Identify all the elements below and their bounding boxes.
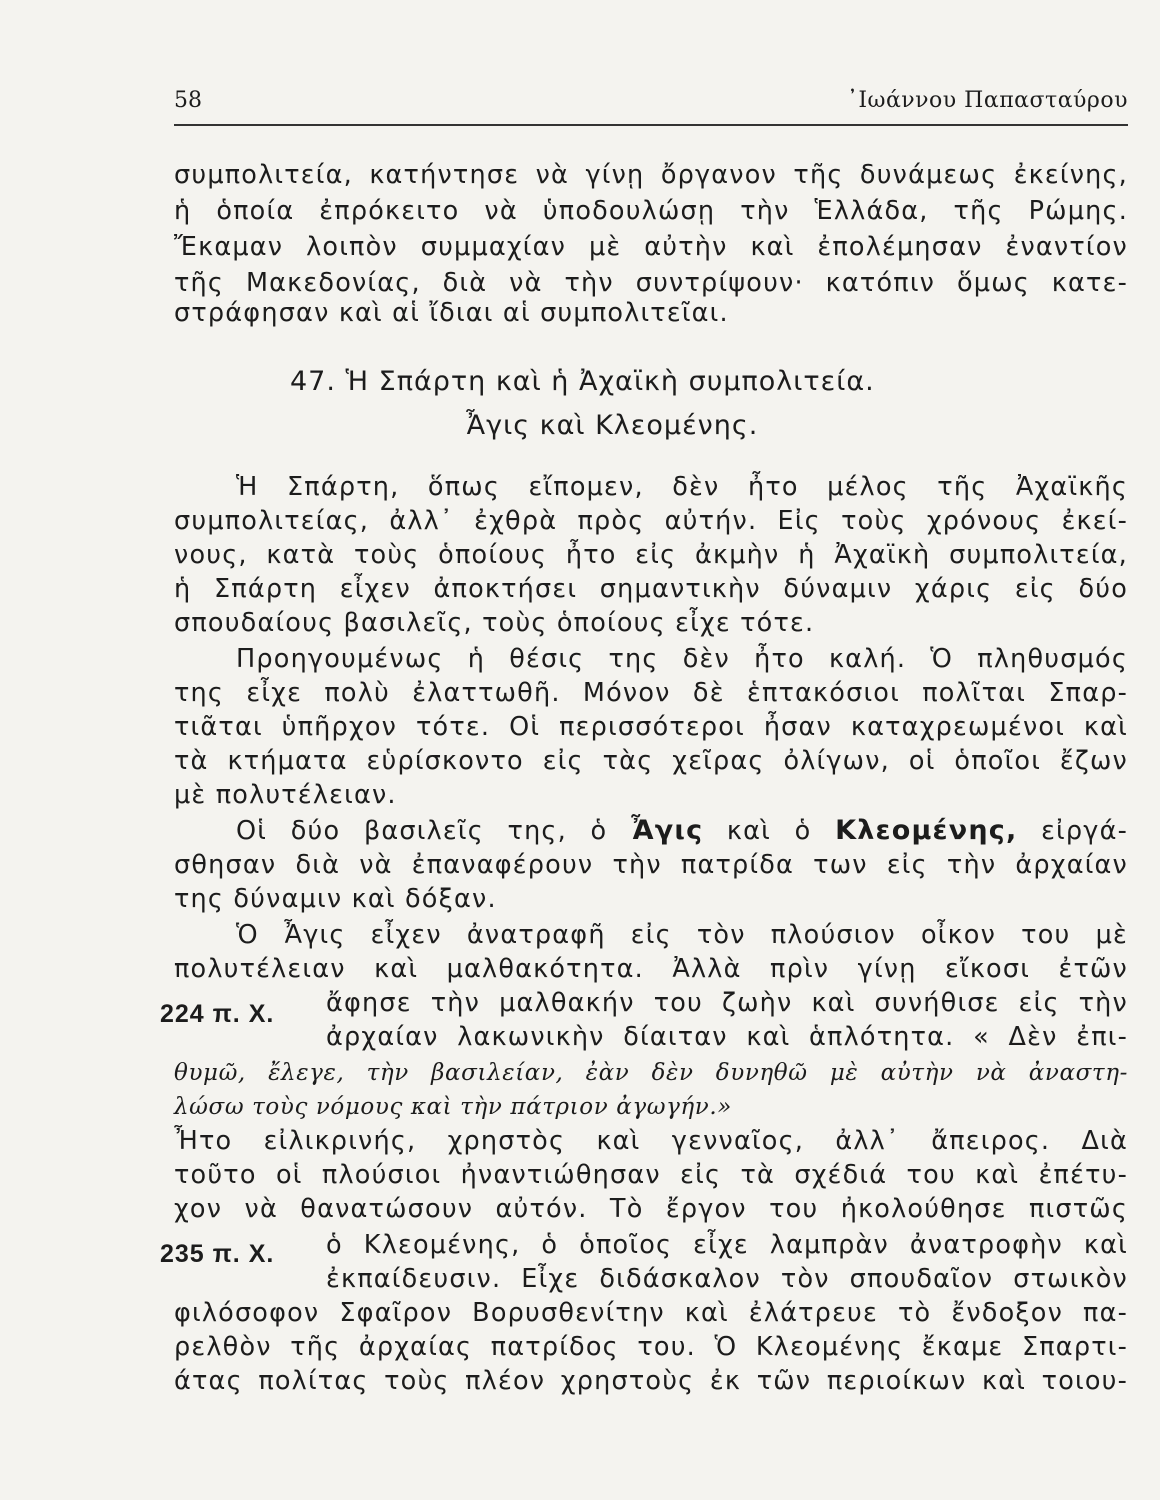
text-line: Ἔκαμαν λοιπὸν συμμαχίαν μὲ αὐτὴν καὶ ἐπολέμησαν ἐναντίον	[174, 232, 1128, 262]
text-line: ἡ Σπάρτη εἶχεν ἀποκτήσει σημαντικὴν δύναμιν χάρις εἰς δύο	[174, 574, 1128, 604]
page-number: 58	[174, 88, 202, 113]
running-head: ᾿Ιωάννου Παπασταύρου	[846, 88, 1128, 113]
section-title: 47. Ἡ Σπάρτη καὶ ἡ Ἀχαϊκὴ συμπολιτεία.	[290, 366, 875, 397]
text-line: ἀρχαίαν λακωνικὴν δίαιταν καὶ ἁπλότητα. « Δὲν ἐπι-	[326, 1022, 1128, 1052]
text-line: ἄφησε τὴν μαλθακήν του ζωὴν καὶ συνήθισε εἰς τὴν	[326, 988, 1128, 1018]
text-line: ὁ Κλεομένης, ὁ ὁποῖος εἶχε λαμπρὰν ἀνατροφὴν καὶ	[326, 1230, 1128, 1260]
text-line: τιᾶται ὑπῆρχον τότε. Οἱ περισσότεροι ἦσαν καταχρεωμένοι καὶ	[174, 712, 1128, 742]
text-line: στράφησαν καὶ αἱ ἴδιαι αἱ συμπολιτεῖαι.	[174, 298, 729, 328]
header-rule	[174, 124, 1128, 126]
text-line: συμπολιτείας, ἀλλ᾿ ἐχθρὰ πρὸς αὐτήν. Εἰς τοὺς χρόνους ἐκεί-	[174, 506, 1128, 536]
text-line: πολυτέλειαν καὶ μαλθακότητα. Ἀλλὰ πρὶν γίνῃ εἴκοσι ἐτῶν	[174, 954, 1128, 984]
text-line: τοῦτο οἱ πλούσιοι ἠναντιώθησαν εἰς τὰ σχέδιά του καὶ ἐπέτυ-	[174, 1160, 1128, 1190]
text-line: ρελθὸν τῆς ἀρχαίας πατρίδος του. Ὁ Κλεομένης ἔκαμε Σπαρτι-	[174, 1332, 1128, 1362]
margin-date: 235 π. Χ.	[160, 1240, 275, 1268]
text-line: τὰ κτήματα εὑρίσκοντο εἰς τὰς χεῖρας ὀλίγων, οἱ ὁποῖοι ἔζων	[174, 746, 1128, 776]
text-line: της δύναμιν καὶ δόξαν.	[174, 884, 497, 914]
margin-date: 224 π. Χ.	[160, 1000, 275, 1028]
text-line: Ἡ Σπάρτη, ὅπως εἴπομεν, δὲν ἦτο μέλος τῆς Ἀχαϊκῆς	[236, 472, 1128, 502]
text-line-with-names: Οἱ δύο βασιλεῖς της, ὁ Ἆγις καὶ ὁ Κλεομένης, εἰργά-	[236, 815, 1128, 846]
text-line: τῆς Μακεδονίας, διὰ νὰ τὴν συντρίψουν· κατόπιν ὅμως κατε-	[174, 268, 1128, 298]
text-line: νους, κατὰ τοὺς ὁποίους ἦτο εἰς ἀκμὴν ἡ Ἀχαϊκὴ συμπολιτεία,	[174, 540, 1128, 570]
text-line: Ἦτο εἰλικρινής, χρηστὸς καὶ γενναῖος, ἀλλ᾿ ἄπειρος. Διὰ	[174, 1126, 1128, 1156]
quote-line: λώσω τοὺς νόμους καὶ τὴν πάτριον ἀγωγήν.»	[174, 1094, 732, 1120]
text-line: Προηγουμένως ἡ θέσις της δὲν ἦτο καλή. Ὁ πληθυσμός	[236, 644, 1128, 674]
text-line: σθησαν διὰ νὰ ἐπαναφέρουν τὴν πατρίδα των εἰς τὴν ἀρχαίαν	[174, 850, 1128, 880]
text-line: σπουδαίους βασιλεῖς, τοὺς ὁποίους εἶχε τότε.	[174, 608, 815, 638]
name-agis: Ἆγις	[631, 815, 704, 846]
text-line: συμπολιτεία, κατήντησε νὰ γίνῃ ὄργανον τῆς δυνάμεως ἐκείνης,	[174, 160, 1128, 190]
text-line: ἐκπαίδευσιν. Εἶχε διδάσκαλον τὸν σπουδαῖον στωικὸν	[326, 1264, 1128, 1294]
text-line: ἡ ὁποία ἐπρόκειτο νὰ ὑποδουλώσῃ τὴν Ἑλλάδα, τῆς Ρώμης.	[174, 196, 1128, 226]
page-header	[174, 88, 1128, 122]
text-line: μὲ πολυτέλειαν.	[174, 780, 397, 810]
text-line: της εἶχε πολὺ ἐλαττωθῆ. Μόνον δὲ ἑπτακόσιοι πολῖται Σπαρ-	[174, 678, 1128, 708]
text-line: χον νὰ θανατώσουν αὐτόν. Τὸ ἔργον του ἠκολούθησε πιστῶς	[174, 1194, 1128, 1224]
text-line: φιλόσοφον Σφαῖρον Βορυσθενίτην καὶ ἐλάτρευε τὸ ἔνδοξον πα-	[174, 1298, 1128, 1328]
name-kleomenis: Κλεομένης,	[835, 815, 1018, 846]
section-subtitle: Ἆγις καὶ Κλεομένης.	[466, 410, 759, 441]
text-line: άτας πολίτας τοὺς πλέον χρηστοὺς ἐκ τῶν περιοίκων καὶ τοιου-	[174, 1366, 1128, 1396]
quote-line: θυμῶ, ἔλεγε, τὴν βασιλείαν, ἐὰν δὲν δυνηθῶ μὲ αὐτὴν νὰ ἀναστη-	[174, 1060, 1128, 1086]
text-line: Ὁ Ἆγις εἶχεν ἀνατραφῆ εἰς τὸν πλούσιον οἶκον του μὲ	[236, 920, 1128, 950]
